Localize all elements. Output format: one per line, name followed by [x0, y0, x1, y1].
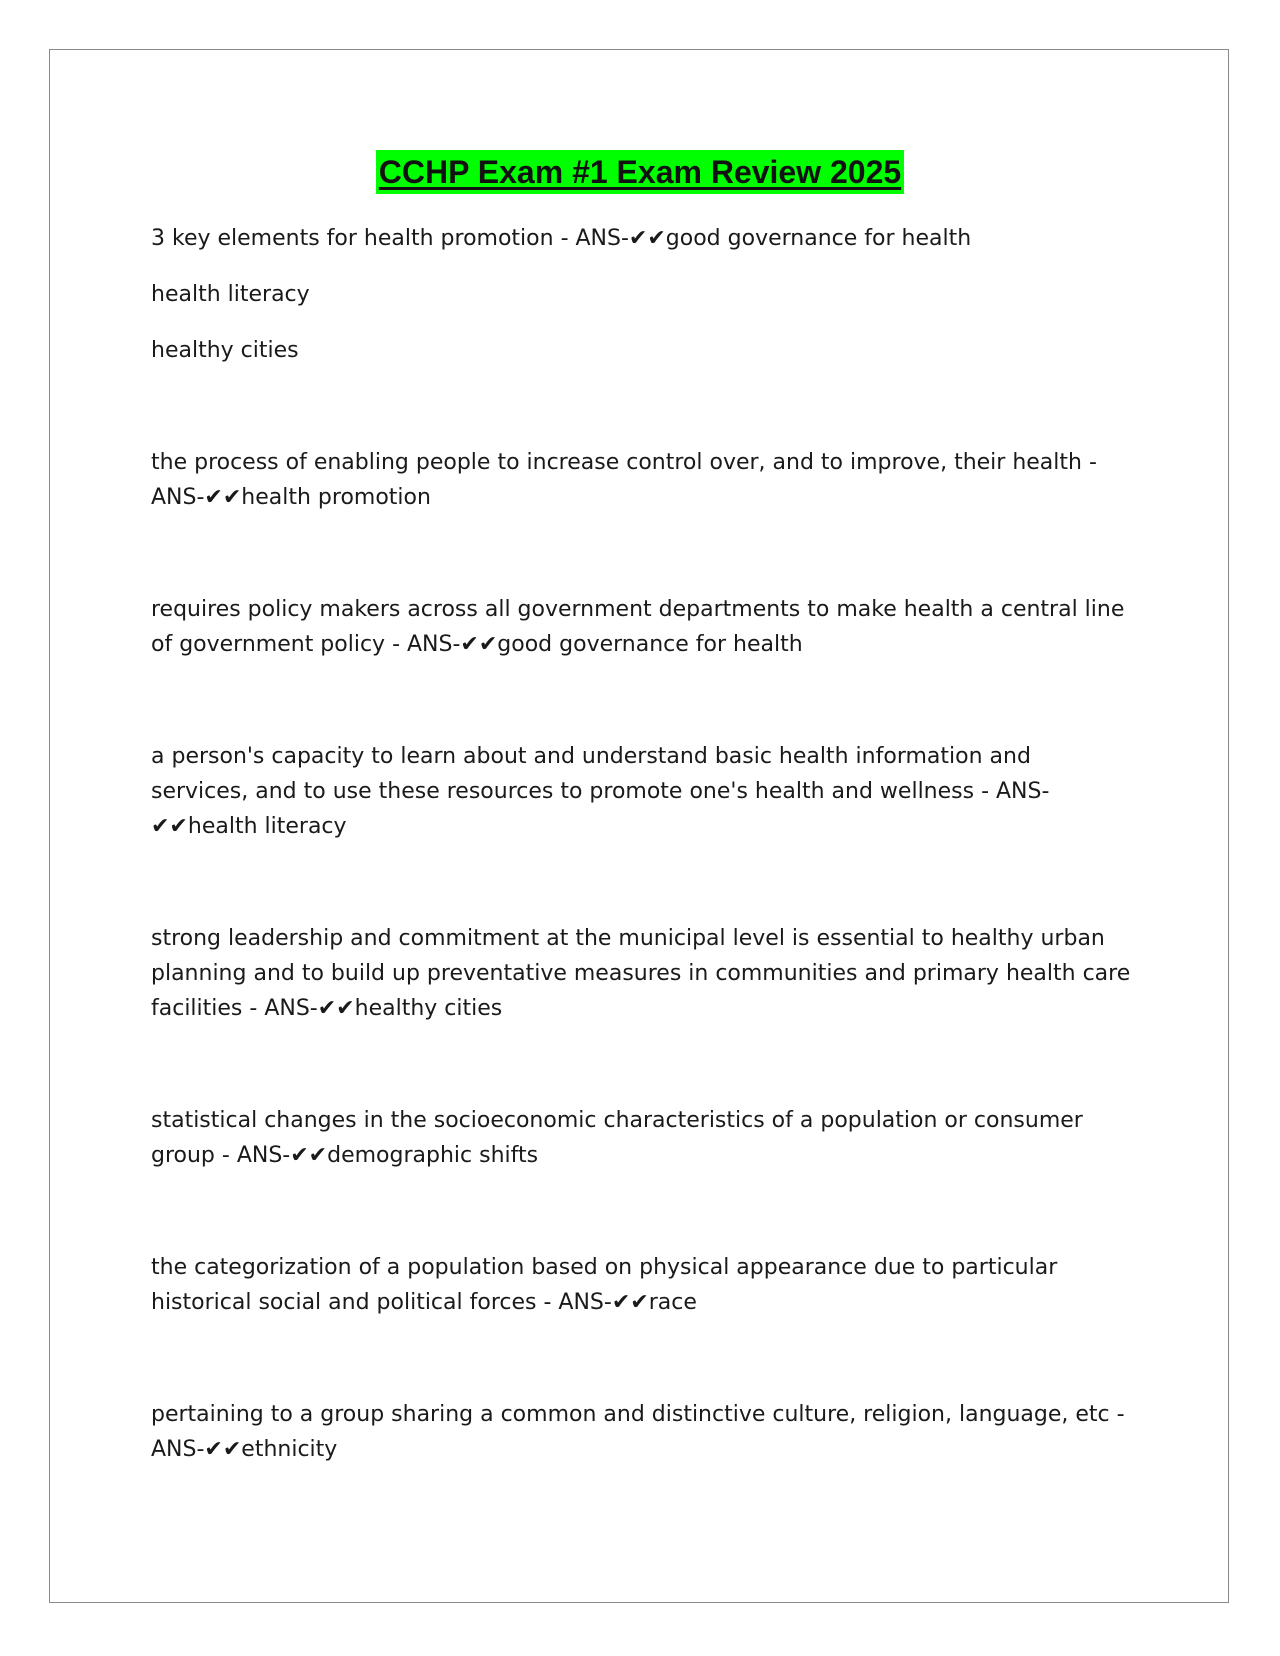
check-marks-icon: ✔✔: [317, 996, 355, 1021]
question-text: a person's capacity to learn about and understand basic health information and services, and to use these resources to promote one's health and wellness: [151, 744, 1031, 804]
ans-separator: - ANS-: [242, 996, 318, 1021]
qa-item: [151, 1250, 1131, 1320]
qa-item: [151, 921, 1131, 1026]
ans-separator: - ANS-: [151, 1402, 1125, 1462]
answer-text: ethnicity: [241, 1437, 338, 1462]
check-marks-icon: ✔✔: [204, 485, 242, 510]
answer-text: good governance for health: [497, 632, 803, 657]
document-body: [151, 221, 1131, 1467]
question-text: the categorization of a population based on physical appearance due to particular historical social and political forces: [151, 1255, 1058, 1315]
document-title: CCHP Exam #1 Exam Review 2025: [376, 150, 904, 194]
qa-item: [151, 592, 1131, 662]
question-text: requires policy makers across all government departments to make health a central line of government policy: [151, 597, 1125, 657]
ans-separator: - ANS-: [553, 226, 629, 251]
check-marks-icon: ✔✔: [460, 632, 498, 657]
qa-item: [151, 1397, 1131, 1467]
check-marks-icon: ✔✔: [628, 226, 666, 251]
ans-separator: - ANS-: [974, 779, 1050, 804]
title-container: [0, 150, 1280, 194]
question-text: pertaining to a group sharing a common and distinctive culture, religion, language, etc: [151, 1402, 1110, 1427]
answer-text: health literacy: [187, 814, 347, 839]
qa-item: [151, 739, 1131, 844]
extra-line: health literacy: [151, 282, 310, 307]
qa-first-item: [151, 221, 1131, 256]
qa-item: [151, 1103, 1131, 1173]
answer-text: good governance for health: [665, 226, 972, 251]
question-text: strong leadership and commitment at the municipal level is essential to healthy urban planning and to build up preventative measures in communities and primary health care facilities: [151, 926, 1131, 1021]
question-text: statistical changes in the socioeconomic characteristics of a population or consumer group: [151, 1108, 1083, 1168]
answer-text: demographic shifts: [327, 1143, 539, 1168]
answer-text: race: [648, 1290, 697, 1315]
ans-separator: - ANS-: [385, 632, 461, 657]
check-marks-icon: ✔✔: [204, 1437, 242, 1462]
check-marks-icon: ✔✔: [151, 814, 188, 839]
qa-item: [151, 445, 1131, 515]
ans-separator: - ANS-: [214, 1143, 291, 1168]
check-marks-icon: ✔✔: [290, 1143, 328, 1168]
check-marks-icon: ✔✔: [611, 1290, 649, 1315]
question-text: 3 key elements for health promotion: [151, 226, 554, 251]
answer-text: health promotion: [241, 485, 431, 510]
extra-line: healthy cities: [151, 338, 299, 363]
ans-separator: - ANS-: [536, 1290, 612, 1315]
ans-separator: - ANS-: [151, 450, 1097, 510]
question-text: the process of enabling people to increase control over, and to improve, their health: [151, 450, 1082, 475]
answer-text: healthy cities: [354, 996, 503, 1021]
